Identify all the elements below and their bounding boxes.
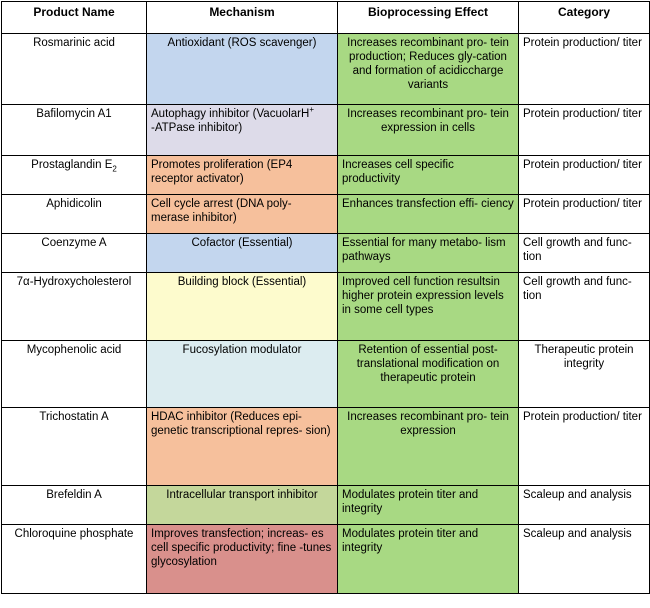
table-row	[2, 273, 650, 341]
header-mechanism: Mechanism	[147, 2, 338, 34]
bioprocessing-effect: Increases recombinant pro- tein expression	[338, 408, 519, 486]
header-bioprocessing-effect: Bioprocessing Effect	[338, 2, 519, 34]
product-name: Trichostatin A	[2, 408, 147, 486]
mechanism: Antioxidant (ROS scavenger)	[147, 34, 338, 105]
product-name: Coenzyme A	[2, 234, 147, 273]
bioprocessing-effect: Modulates protein titer and integrity	[338, 486, 519, 525]
category: Protein production/ titer	[519, 34, 650, 105]
bioprocessing-effect: Enhances transfection effi- ciency	[338, 195, 519, 234]
bioprocessing-effect: Modulates protein titer and integrity	[338, 525, 519, 594]
table-row	[2, 195, 650, 234]
bioprocessing-effect: Essential for many metabo- lism pathways	[338, 234, 519, 273]
mechanism: Fucosylation modulator	[147, 341, 338, 408]
table-row	[2, 408, 650, 486]
product-name: Aphidicolin	[2, 195, 147, 234]
mechanism: Cofactor (Essential)	[147, 234, 338, 273]
mechanism-text: Autophagy inhibitor (VacuolarH	[151, 108, 310, 120]
category: Therapeutic protein integrity	[519, 341, 650, 408]
table-row	[2, 105, 650, 156]
mechanism-superscript: +	[309, 105, 314, 115]
mechanism-text-rest: -ATPase inhibitor)	[151, 122, 243, 134]
bioprocessing-effect: Increases recombinant pro- tein expression in cells	[338, 105, 519, 156]
mechanism: Building block (Essential)	[147, 273, 338, 341]
mechanism: Improves transfection; increas- es cell specific productivity; fine -tunes glycosylation	[147, 525, 338, 594]
category: Cell growth and func- tion	[519, 234, 650, 273]
product-name: Rosmarinic acid	[2, 34, 147, 105]
mechanism: Cell cycle arrest (DNA poly- merase inhibitor)	[147, 195, 338, 234]
product-name: Chloroquine phosphate	[2, 525, 147, 594]
category: Protein production/ titer	[519, 408, 650, 486]
mechanism: HDAC inhibitor (Reduces epi- genetic transcriptional repres- sion)	[147, 408, 338, 486]
table-row	[2, 341, 650, 408]
table-row	[2, 525, 650, 594]
mechanism: Intracellular transport inhibitor	[147, 486, 338, 525]
header-product-name: Product Name	[2, 2, 147, 34]
product-name: Bafilomycin A1	[2, 105, 147, 156]
table-row	[2, 34, 650, 105]
product-name-text: Prostaglandin E	[31, 159, 113, 171]
product-name-subscript: 2	[112, 164, 117, 174]
product-name: Brefeldin A	[2, 486, 147, 525]
header-row	[2, 2, 650, 34]
category: Scaleup and analysis	[519, 525, 650, 594]
category: Protein production/ titer	[519, 105, 650, 156]
table-row	[2, 156, 650, 195]
category: Protein production/ titer	[519, 195, 650, 234]
product-name: 7α-Hydroxycholesterol	[2, 273, 147, 341]
mechanism	[147, 105, 338, 156]
bioprocessing-effect: Improved cell function resultsin higher protein expression levels in some cell types	[338, 273, 519, 341]
mechanism: Promotes proliferation (EP4 receptor activator)	[147, 156, 338, 195]
bioprocessing-effect: Retention of essential post- translational modification on therapeutic protein	[338, 341, 519, 408]
product-table	[1, 1, 650, 594]
bioprocessing-effect: Increases cell specific productivity	[338, 156, 519, 195]
product-name	[2, 156, 147, 195]
table-row	[2, 486, 650, 525]
category: Scaleup and analysis	[519, 486, 650, 525]
table-row	[2, 234, 650, 273]
category: Cell growth and func- tion	[519, 273, 650, 341]
product-name: Mycophenolic acid	[2, 341, 147, 408]
category: Protein production/ titer	[519, 156, 650, 195]
header-category: Category	[519, 2, 650, 34]
bioprocessing-effect: Increases recombinant pro- tein production; Reduces gly-cation and formation of acidiccharge variants	[338, 34, 519, 105]
